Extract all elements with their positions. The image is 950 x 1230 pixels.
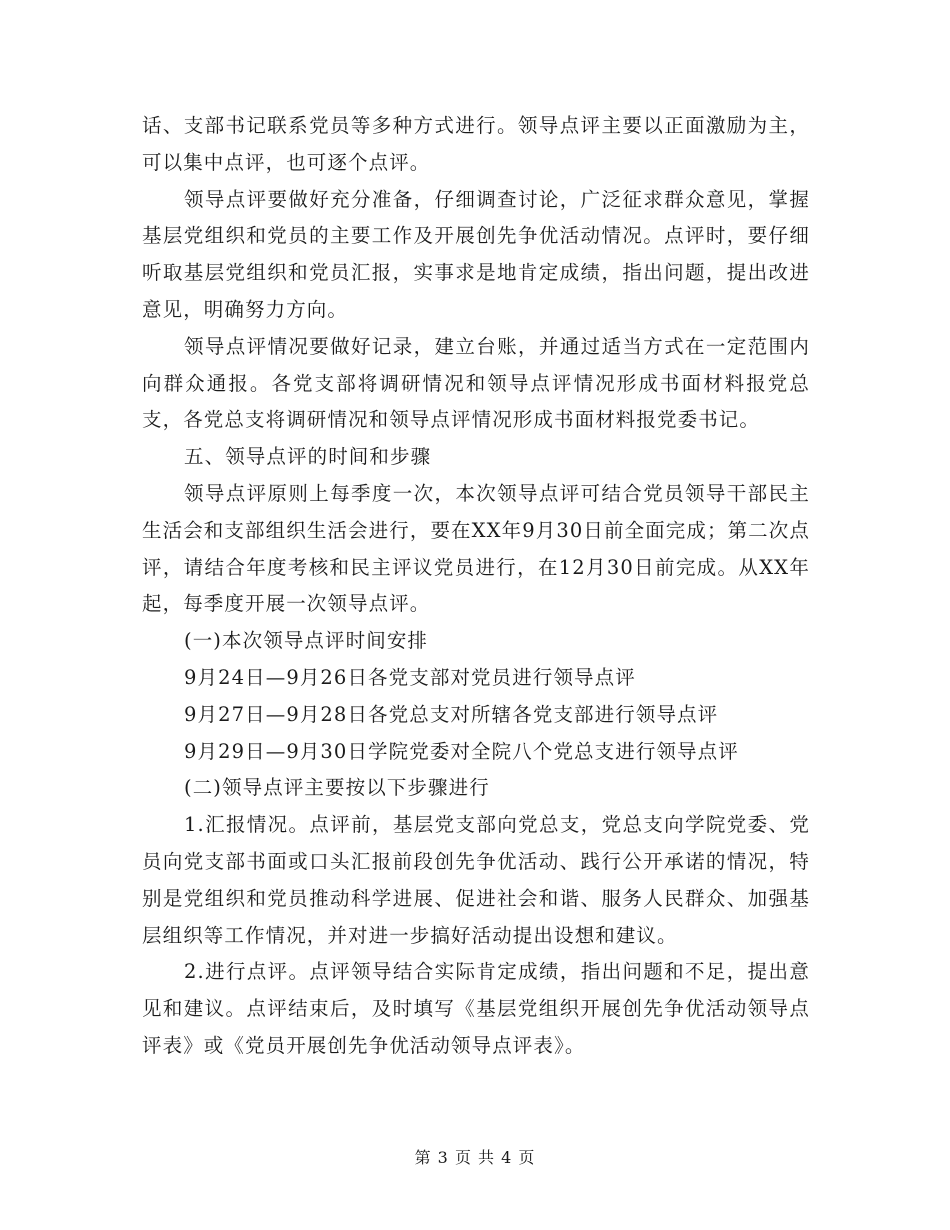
subheading-1: (一)本次领导点评时间安排 — [184, 629, 429, 653]
step-2-paragraph: 2.进行点评。点评领导结合实际肯定成绩，指出问题和不足，提出意见和建议。点评结束后，及时填写《基层党组织开展创先争优活动领导点评表》或《党员开展创先争优活动领导点评表》。 — [142, 960, 810, 1057]
paragraph-2: 领导点评要做好充分准备，仔细调查讨论，广泛征求群众意见，掌握基层党组织和党员的主要工作及开展创先争优活动情况。点评时，要仔细听取基层党组织和党员汇报，实事求是地肯定成绩，指出问题，提出改进意见，明确努力方向。 — [142, 187, 810, 321]
paragraph-1: 话、支部书记联系党员等多种方式进行。领导点评主要以正面激励为主，可以集中点评，也可逐个点评。 — [142, 114, 810, 174]
paragraph-3: 领导点评情况要做好记录，建立台账，并通过适当方式在一定范围内向群众通报。各党支部将调研情况和领导点评情况形成书面材料报党总支，各党总支将调研情况和领导点评情况形成书面材料报党委书记。 — [142, 334, 810, 432]
step-1-paragraph: 1.汇报情况。点评前，基层党支部向党总支，党总支向学院党委、党员向党支部书面或口头汇报前段创先争优活动、践行公开承诺的情况，特别是党组织和党员推动科学进展、促进社会和谐、服务人民群众、加强基层组织等工作情况，并对进一步搞好活动提出设想和建议。 — [142, 813, 810, 947]
schedule-item-3: 9月29日—9月30日学院党委对全院八个党总支进行领导点评 — [184, 739, 739, 763]
document-body — [142, 108, 810, 1065]
page-footer: 第 3 页 共 4 页 — [414, 1148, 536, 1167]
schedule-item-2: 9月27日—9月28日各党总支对所辖各党支部进行领导点评 — [184, 702, 719, 726]
schedule-item-1: 9月24日—9月26日各党支部对党员进行领导点评 — [184, 665, 636, 689]
subheading-2: (二)领导点评主要按以下步骤进行 — [184, 776, 490, 800]
section-heading-5: 五、领导点评的时间和步骤 — [184, 445, 432, 469]
paragraph-4: 领导点评原则上每季度一次，本次领导点评可结合党员领导干部民主生活会和支部组织生活会进行，要在XX年9月30日前全面完成；第二次点评，请结合年度考核和民主评议党员进行，在12月30日前完成。从XX年起，每季度开展一次领导点评。 — [142, 481, 810, 616]
